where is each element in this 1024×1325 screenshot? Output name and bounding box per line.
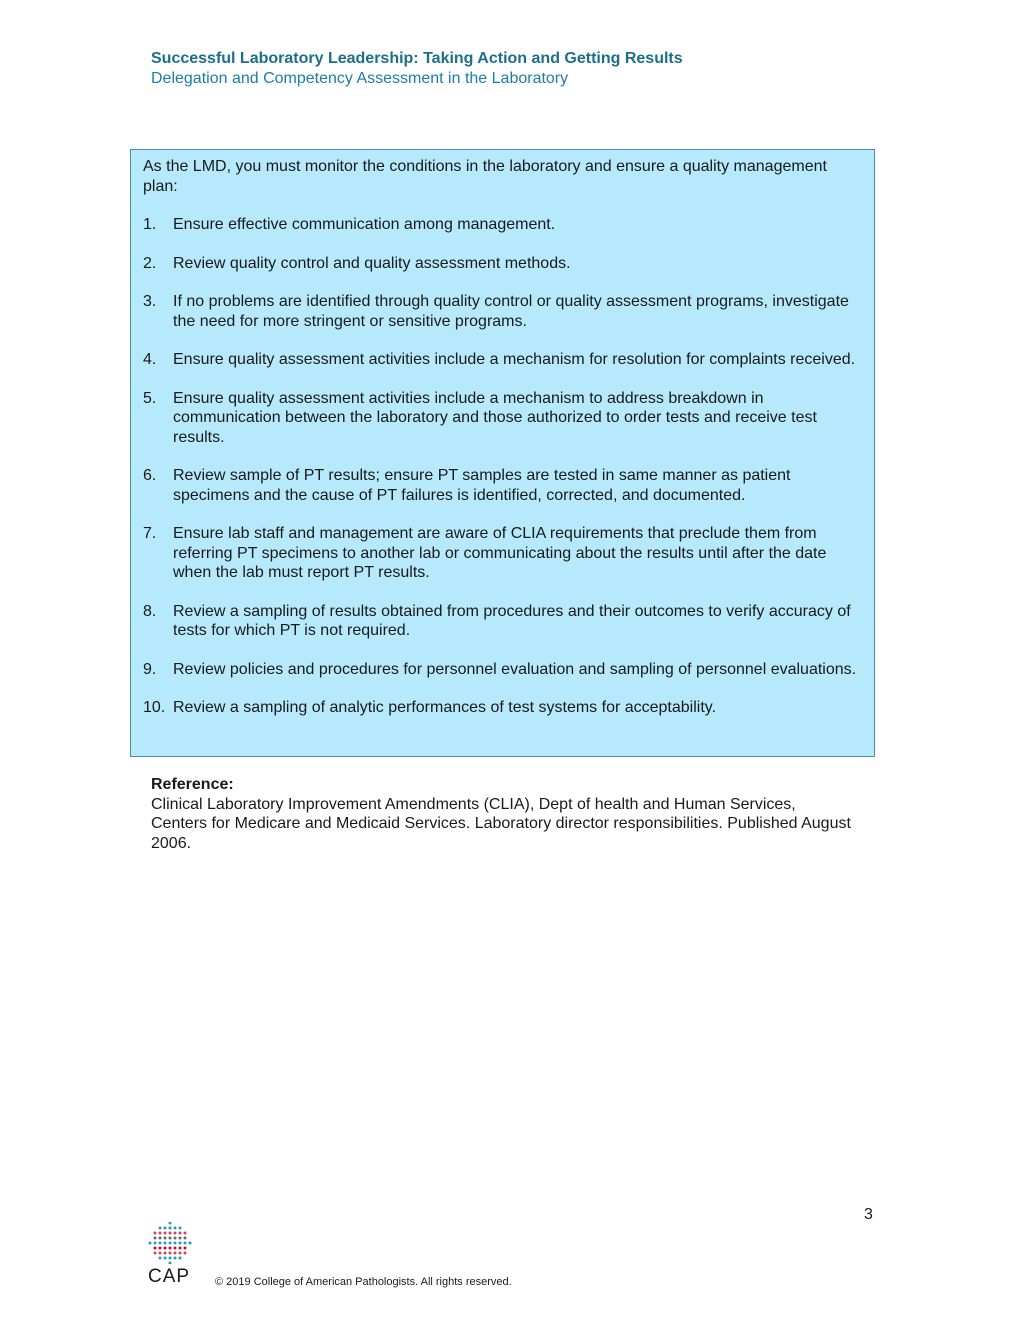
item-number: 6. bbox=[143, 467, 157, 484]
item-number: 3. bbox=[143, 293, 157, 310]
list-item bbox=[143, 602, 864, 641]
item-number: 4. bbox=[143, 351, 157, 368]
list-item bbox=[143, 466, 864, 505]
list-item bbox=[143, 698, 864, 718]
reference-section bbox=[151, 775, 851, 853]
list-item bbox=[143, 524, 864, 583]
item-number: 7. bbox=[143, 525, 157, 542]
copyright-notice: © 2019 College of American Pathologists. All rights reserved. bbox=[215, 1276, 512, 1288]
item-number: 2. bbox=[143, 254, 157, 272]
item-number: 1. bbox=[143, 216, 157, 233]
item-text: Ensure effective communication among management. bbox=[173, 216, 556, 233]
course-title: Successful Laboratory Leadership: Taking Action and Getting Results bbox=[151, 50, 683, 67]
item-number: 9. bbox=[143, 660, 157, 678]
item-text: Review a sampling of analytic performances of test systems for acceptability. bbox=[173, 699, 717, 716]
list-item bbox=[143, 254, 864, 274]
item-text: Review sample of PT results; ensure PT samples are tested in same manner as patient specimens and the cause of PT failures is identified, corrected, and documented. bbox=[173, 467, 791, 504]
logo-text: CAP bbox=[148, 1266, 191, 1287]
list-item bbox=[143, 350, 864, 370]
list-item bbox=[143, 660, 864, 680]
item-text: Review policies and procedures for personnel evaluation and sampling of personnel evaluations. bbox=[173, 660, 857, 678]
reference-heading: Reference: bbox=[151, 776, 234, 793]
quality-management-box bbox=[130, 149, 875, 757]
item-number: 10. bbox=[143, 699, 166, 716]
item-text: Ensure quality assessment activities include a mechanism for resolution for complaints received. bbox=[173, 351, 856, 368]
list-item bbox=[143, 215, 864, 235]
box-intro: As the LMD, you must monitor the conditions in the laboratory and ensure a quality management plan: bbox=[143, 158, 827, 195]
item-number: 8. bbox=[143, 602, 157, 620]
list-item bbox=[143, 389, 864, 448]
cap-dot-logo-icon bbox=[148, 1222, 192, 1264]
module-subtitle: Delegation and Competency Assessment in the Laboratory bbox=[151, 70, 569, 87]
document-header bbox=[151, 49, 683, 89]
item-text: Ensure quality assessment activities include a mechanism to address breakdown in communication between the laboratory and those authorized to order tests and receive test results. bbox=[173, 389, 817, 446]
item-text: Ensure lab staff and management are aware of CLIA requirements that preclude them from referring PT specimens to another lab or communicating about the results until after the date when the lab must report PT results. bbox=[173, 525, 827, 581]
item-text: Review a sampling of results obtained from procedures and their outcomes to verify accuracy of tests for which PT is not required. bbox=[173, 602, 851, 639]
list-item bbox=[143, 292, 864, 331]
checklist bbox=[143, 215, 864, 718]
item-text: Review quality control and quality assessment methods. bbox=[173, 254, 571, 272]
page-number: 3 bbox=[864, 1206, 873, 1223]
reference-text: Clinical Laboratory Improvement Amendments (CLIA), Dept of health and Human Services, Centers for Medicare and Medicaid Services. Laboratory director responsibilities. Published August 2006. bbox=[151, 795, 851, 852]
cap-logo bbox=[148, 1222, 196, 1288]
item-text: If no problems are identified through quality control or quality assessment programs, investigate the need for more stringent or sensitive programs. bbox=[173, 293, 849, 330]
item-number: 5. bbox=[143, 389, 157, 407]
